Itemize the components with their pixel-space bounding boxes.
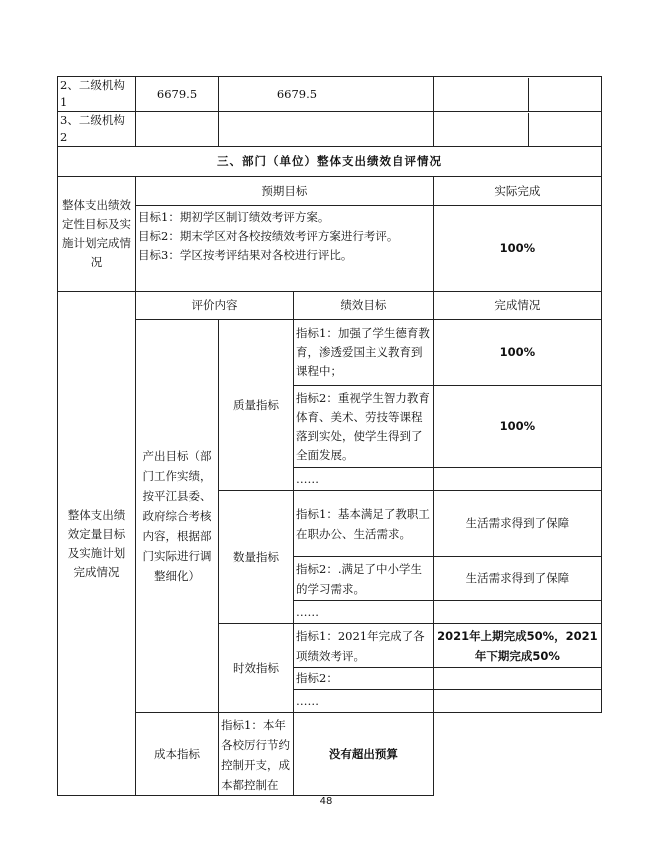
actual-header: 实际完成	[433, 177, 601, 206]
cost-indicator-label: 成本指标	[136, 713, 219, 796]
timeliness-status-3	[433, 690, 601, 713]
org-value-1: 6679.5	[136, 77, 219, 112]
org-name-cell: 3、二级机构 2	[58, 112, 136, 147]
empty-cell	[433, 112, 601, 147]
org-name-cell: 2、二级机构 1	[58, 77, 136, 112]
cost-target-1: 指标1：本年各校厉行节约控制开支，成本都控制在	[219, 713, 294, 796]
empty-cell	[219, 112, 434, 147]
qualitative-label: 整体支出绩效定性目标及实施计划完成情况	[58, 177, 136, 292]
content-header: 评价内容	[136, 292, 294, 320]
quality-target-2: 指标2：重视学生智力教育体育、美术、劳技等课程落到实处，使学生得到了全面发展。	[294, 386, 434, 468]
quality-target-1: 指标1：加强了学生德育教育，渗透爱国主义教育到课程中；	[294, 320, 434, 386]
output-goal-label: 产出目标（部门工作实绩，按平江县委、政府综合考核内容，根据部门实际进行调整细化）	[136, 320, 219, 713]
status-header: 完成情况	[433, 292, 601, 320]
actual-result: 100%	[433, 206, 601, 292]
goal-item: 目标3：学区按考评结果对各校进行评比。	[138, 248, 353, 262]
quantity-status-1: 生活需求得到了保障	[433, 491, 601, 557]
timeliness-status-1: 2021年上期完成50%，2021年下期完成50%	[433, 624, 601, 668]
expected-header: 预期目标	[136, 177, 434, 206]
page-number: 48	[319, 796, 333, 807]
goal-item: 目标2：期末学区对各校按绩效考评方案进行考评。	[138, 229, 399, 243]
quality-status-3	[433, 468, 601, 491]
quality-status-2: 100%	[433, 386, 601, 468]
timeliness-target-3: ……	[294, 690, 434, 713]
performance-table	[57, 76, 602, 796]
org-row-1	[58, 77, 602, 112]
target-header: 绩效目标	[294, 292, 434, 320]
quality-status-1: 100%	[433, 320, 601, 386]
quality-target-3: ……	[294, 468, 434, 491]
timeliness-target-1: 指标1：2021年完成了各项绩效考评。	[294, 624, 434, 668]
expected-goals	[136, 206, 434, 292]
empty-cell	[433, 77, 601, 112]
quality-indicator-label: 质量指标	[219, 320, 294, 491]
timeliness-target-2: 指标2：	[294, 668, 434, 690]
quantity-target-3: ……	[294, 601, 434, 624]
goal-item: 目标1：期初学区制订绩效考评方案。	[138, 210, 330, 224]
org-value-2: 6679.5	[219, 77, 434, 112]
empty-cell	[136, 112, 219, 147]
cost-status-1: 没有超出预算	[294, 713, 434, 796]
quantity-target-2: 指标2：.满足了中小学生的学习需求。	[294, 557, 434, 601]
quantity-status-2: 生活需求得到了保障	[433, 557, 601, 601]
quantity-status-3	[433, 601, 601, 624]
org-row-2	[58, 112, 602, 147]
quantitative-label: 整体支出绩效定量目标及实施计划完成情况	[58, 292, 136, 796]
quantity-indicator-label: 数量指标	[219, 491, 294, 624]
timeliness-status-2	[433, 668, 601, 690]
quantity-target-1: 指标1：基本满足了教职工在职办公、生活需求。	[294, 491, 434, 557]
section-title: 三、部门（单位）整体支出绩效自评情况	[58, 147, 602, 177]
timeliness-indicator-label: 时效指标	[219, 624, 294, 713]
